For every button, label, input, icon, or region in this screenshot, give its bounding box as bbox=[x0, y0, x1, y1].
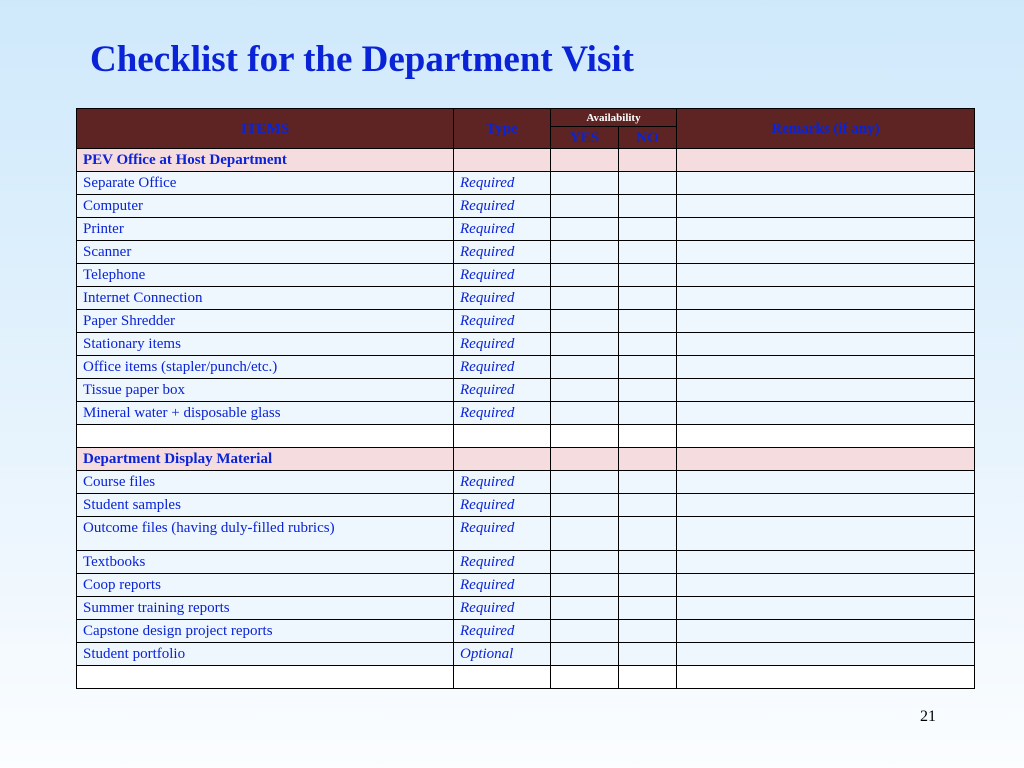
section-row bbox=[77, 448, 975, 471]
type-cell: Required bbox=[454, 195, 551, 218]
no-cell bbox=[619, 241, 677, 264]
item-cell: Course files bbox=[77, 471, 454, 494]
remarks-cell bbox=[677, 551, 975, 574]
no-cell bbox=[619, 574, 677, 597]
item-cell: Printer bbox=[77, 218, 454, 241]
type-cell: Required bbox=[454, 402, 551, 425]
remarks-cell bbox=[677, 597, 975, 620]
type-cell: Optional bbox=[454, 643, 551, 666]
item-cell bbox=[77, 666, 454, 689]
remarks-cell bbox=[677, 666, 975, 689]
no-cell bbox=[619, 287, 677, 310]
no-cell bbox=[619, 333, 677, 356]
type-cell: Required bbox=[454, 264, 551, 287]
yes-cell bbox=[551, 172, 619, 195]
type-column-header: Type bbox=[454, 109, 551, 149]
no-cell bbox=[619, 195, 677, 218]
yes-column-header: YES bbox=[551, 127, 619, 149]
type-cell: Required bbox=[454, 218, 551, 241]
remarks-cell bbox=[677, 356, 975, 379]
yes-cell bbox=[551, 666, 619, 689]
remarks-cell bbox=[677, 643, 975, 666]
yes-cell bbox=[551, 448, 619, 471]
remarks-cell bbox=[677, 264, 975, 287]
no-cell bbox=[619, 597, 677, 620]
no-cell bbox=[619, 310, 677, 333]
remarks-cell bbox=[677, 494, 975, 517]
type-cell bbox=[454, 149, 551, 172]
availability-column-header: Availability bbox=[551, 109, 677, 127]
yes-cell bbox=[551, 195, 619, 218]
checklist-table bbox=[76, 108, 975, 689]
table-row bbox=[77, 172, 975, 195]
no-cell bbox=[619, 551, 677, 574]
item-cell: Office items (stapler/punch/etc.) bbox=[77, 356, 454, 379]
blank-row bbox=[77, 666, 975, 689]
no-cell bbox=[619, 356, 677, 379]
item-cell bbox=[77, 425, 454, 448]
remarks-cell bbox=[677, 448, 975, 471]
item-cell: Internet Connection bbox=[77, 287, 454, 310]
remarks-cell bbox=[677, 379, 975, 402]
item-cell: Student portfolio bbox=[77, 643, 454, 666]
no-cell bbox=[619, 666, 677, 689]
yes-cell bbox=[551, 310, 619, 333]
remarks-cell bbox=[677, 218, 975, 241]
no-cell bbox=[619, 425, 677, 448]
type-cell: Required bbox=[454, 310, 551, 333]
remarks-cell bbox=[677, 425, 975, 448]
type-cell: Required bbox=[454, 620, 551, 643]
type-cell: Required bbox=[454, 287, 551, 310]
yes-cell bbox=[551, 551, 619, 574]
item-cell: Mineral water + disposable glass bbox=[77, 402, 454, 425]
table-row bbox=[77, 379, 975, 402]
table-row bbox=[77, 241, 975, 264]
yes-cell bbox=[551, 218, 619, 241]
type-cell: Required bbox=[454, 517, 551, 551]
yes-cell bbox=[551, 356, 619, 379]
no-cell bbox=[619, 149, 677, 172]
type-cell: Required bbox=[454, 574, 551, 597]
type-cell: Required bbox=[454, 172, 551, 195]
type-cell: Required bbox=[454, 471, 551, 494]
table-header bbox=[77, 109, 975, 149]
type-cell bbox=[454, 425, 551, 448]
no-cell bbox=[619, 448, 677, 471]
item-cell: Tissue paper box bbox=[77, 379, 454, 402]
no-cell bbox=[619, 643, 677, 666]
table-row bbox=[77, 643, 975, 666]
table-row bbox=[77, 597, 975, 620]
item-cell: Separate Office bbox=[77, 172, 454, 195]
yes-cell bbox=[551, 425, 619, 448]
no-cell bbox=[619, 379, 677, 402]
yes-cell bbox=[551, 241, 619, 264]
table-row bbox=[77, 517, 975, 551]
section-row bbox=[77, 149, 975, 172]
table-row bbox=[77, 574, 975, 597]
page-number: 21 bbox=[920, 708, 936, 725]
item-cell: Summer training reports bbox=[77, 597, 454, 620]
item-cell: Capstone design project reports bbox=[77, 620, 454, 643]
remarks-cell bbox=[677, 333, 975, 356]
type-cell: Required bbox=[454, 379, 551, 402]
table-row bbox=[77, 620, 975, 643]
type-cell: Required bbox=[454, 494, 551, 517]
item-cell: Student samples bbox=[77, 494, 454, 517]
table-row bbox=[77, 551, 975, 574]
no-cell bbox=[619, 218, 677, 241]
table-row bbox=[77, 287, 975, 310]
remarks-cell bbox=[677, 241, 975, 264]
yes-cell bbox=[551, 264, 619, 287]
table-row bbox=[77, 218, 975, 241]
no-cell bbox=[619, 471, 677, 494]
yes-cell bbox=[551, 494, 619, 517]
yes-cell bbox=[551, 402, 619, 425]
table-row bbox=[77, 333, 975, 356]
no-cell bbox=[619, 264, 677, 287]
no-cell bbox=[619, 172, 677, 195]
type-cell: Required bbox=[454, 551, 551, 574]
yes-cell bbox=[551, 333, 619, 356]
item-cell: Telephone bbox=[77, 264, 454, 287]
remarks-cell bbox=[677, 471, 975, 494]
section-label: PEV Office at Host Department bbox=[77, 149, 454, 172]
remarks-cell bbox=[677, 517, 975, 551]
no-cell bbox=[619, 517, 677, 551]
item-cell: Stationary items bbox=[77, 333, 454, 356]
remarks-cell bbox=[677, 574, 975, 597]
blank-row bbox=[77, 425, 975, 448]
type-cell: Required bbox=[454, 333, 551, 356]
item-cell: Scanner bbox=[77, 241, 454, 264]
section-label: Department Display Material bbox=[77, 448, 454, 471]
items-column-header: ITEMS bbox=[77, 109, 454, 149]
no-column-header: NO bbox=[619, 127, 677, 149]
table-row bbox=[77, 195, 975, 218]
item-cell: Coop reports bbox=[77, 574, 454, 597]
table-row bbox=[77, 471, 975, 494]
remarks-cell bbox=[677, 172, 975, 195]
yes-cell bbox=[551, 379, 619, 402]
yes-cell bbox=[551, 574, 619, 597]
yes-cell bbox=[551, 287, 619, 310]
remarks-cell bbox=[677, 402, 975, 425]
yes-cell bbox=[551, 597, 619, 620]
table-row bbox=[77, 310, 975, 333]
remarks-cell bbox=[677, 149, 975, 172]
item-cell: Paper Shredder bbox=[77, 310, 454, 333]
type-cell bbox=[454, 666, 551, 689]
type-cell: Required bbox=[454, 597, 551, 620]
remarks-column-header: Remarks (if any) bbox=[677, 109, 975, 149]
remarks-cell bbox=[677, 195, 975, 218]
no-cell bbox=[619, 494, 677, 517]
yes-cell bbox=[551, 471, 619, 494]
no-cell bbox=[619, 402, 677, 425]
table-row bbox=[77, 264, 975, 287]
slide-title: Checklist for the Department Visit bbox=[90, 39, 634, 80]
yes-cell bbox=[551, 643, 619, 666]
no-cell bbox=[619, 620, 677, 643]
yes-cell bbox=[551, 149, 619, 172]
yes-cell bbox=[551, 620, 619, 643]
item-cell: Textbooks bbox=[77, 551, 454, 574]
table-body bbox=[77, 149, 975, 689]
type-cell bbox=[454, 448, 551, 471]
table-row bbox=[77, 494, 975, 517]
item-cell: Computer bbox=[77, 195, 454, 218]
yes-cell bbox=[551, 517, 619, 551]
remarks-cell bbox=[677, 310, 975, 333]
table-row bbox=[77, 356, 975, 379]
type-cell: Required bbox=[454, 241, 551, 264]
item-cell: Outcome files (having duly-filled rubrics) bbox=[77, 517, 454, 551]
type-cell: Required bbox=[454, 356, 551, 379]
table-row bbox=[77, 402, 975, 425]
remarks-cell bbox=[677, 287, 975, 310]
remarks-cell bbox=[677, 620, 975, 643]
